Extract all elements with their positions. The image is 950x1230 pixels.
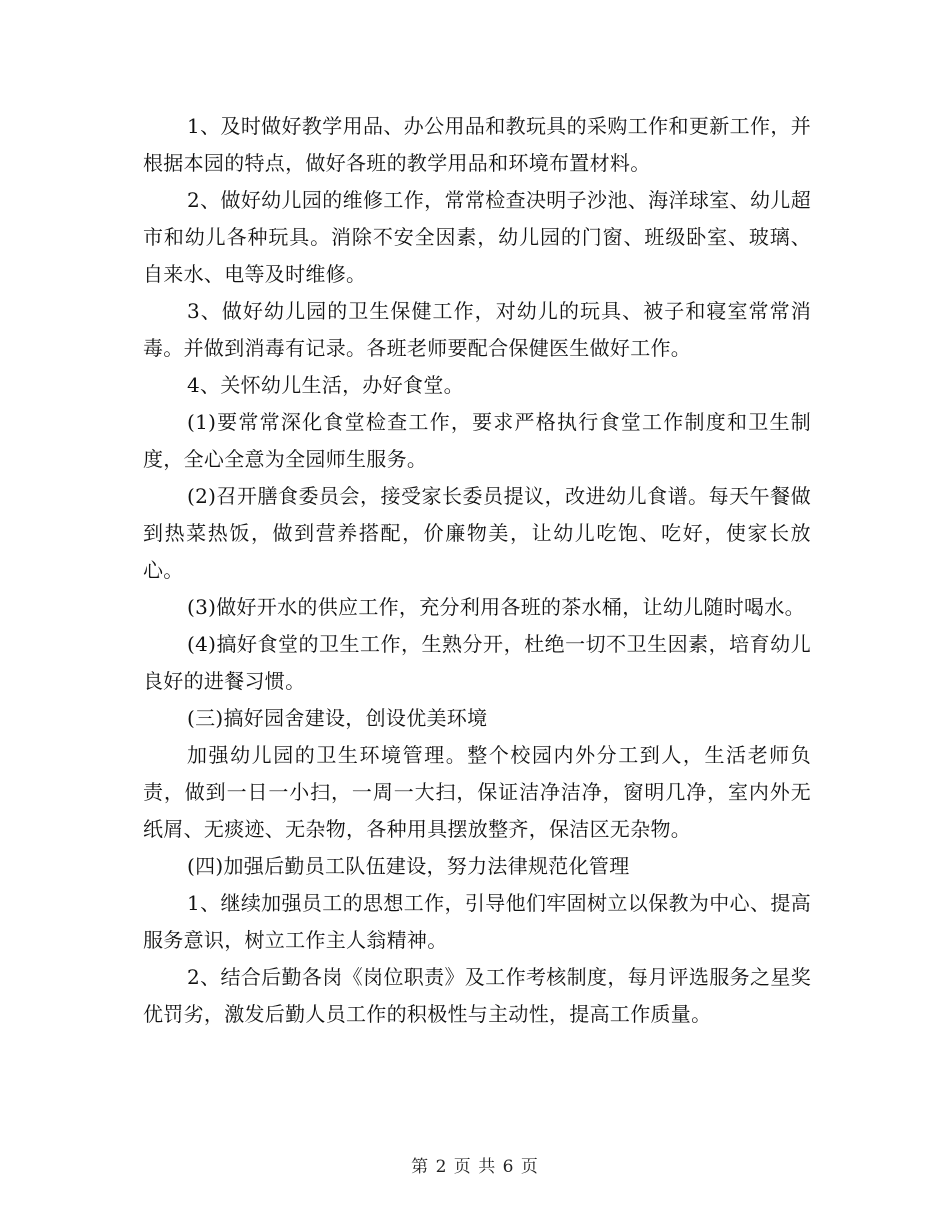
paragraph: (2)召开膳食委员会，接受家长委员提议，改进幼儿食谱。每天午餐做到热菜热饭，做到营养搭配，价廉物美，让幼儿吃饱、吃好，使家长放心。 <box>143 484 811 582</box>
section-heading: (四)加强后勤员工队伍建设，努力法律规范化管理 <box>187 854 630 878</box>
paragraph: 3、做好幼儿园的卫生保健工作，对幼儿的玩具、被子和寝室常常消毒。并做到消毒有记录。各班老师要配合保健医生做好工作。 <box>143 299 811 360</box>
paragraph: (3)做好开水的供应工作，充分利用各班的茶水桶，让幼儿随时喝水。 <box>187 595 805 619</box>
paragraph: (4)搞好食堂的卫生工作，生熟分开，杜绝一切不卫生因素，培育幼儿良好的进餐习惯。 <box>143 632 811 693</box>
paragraph: 4、关怀幼儿生活，办好食堂。 <box>187 373 464 397</box>
document-body <box>143 108 811 1033</box>
paragraph: 1、及时做好教学用品、办公用品和教玩具的采购工作和更新工作，并根据本园的特点，做好各班的教学用品和环境布置材料。 <box>143 114 811 175</box>
paragraph: 2、结合后勤各岗《岗位职责》及工作考核制度，每月评选服务之星奖优罚劣，激发后勤人员工作的积极性与主动性，提高工作质量。 <box>143 965 811 1026</box>
paragraph: (1)要常常深化食堂检查工作，要求严格执行食堂工作制度和卫生制度，全心全意为全园师生服务。 <box>143 410 811 471</box>
paragraph: 加强幼儿园的卫生环境管理。整个校园内外分工到人，生活老师负责，做到一日一小扫，一周一大扫，保证洁净洁净，窗明几净，室内外无纸屑、无痰迹、无杂物，各种用具摆放整齐，保洁区无杂物。 <box>143 743 811 841</box>
page-number-footer: 第 2 页 共 6 页 <box>411 1157 539 1177</box>
paragraph: 1、继续加强员工的思想工作，引导他们牢固树立以保教为中心、提高服务意识，树立工作主人翁精神。 <box>143 891 811 952</box>
paragraph: 2、做好幼儿园的维修工作，常常检查决明子沙池、海洋球室、幼儿超市和幼儿各种玩具。消除不安全因素，幼儿园的门窗、班级卧室、玻璃、自来水、电等及时维修。 <box>143 188 811 286</box>
section-heading: (三)搞好园舍建设，创设优美环境 <box>187 706 488 730</box>
